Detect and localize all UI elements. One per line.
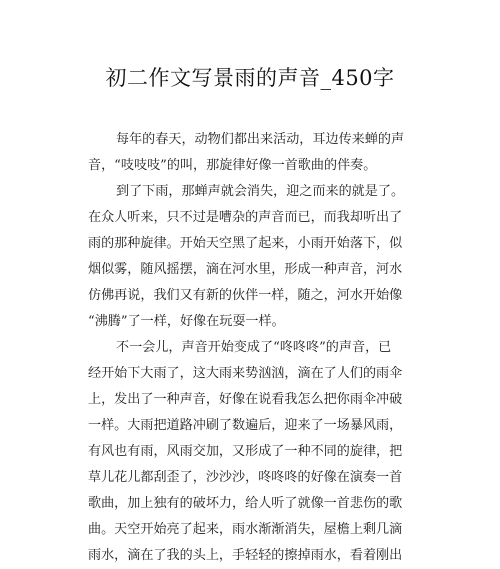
paragraph-line: 曲。天空开始亮了起来，雨水渐渐消失，屋檐上剩几滴	[88, 522, 403, 537]
paragraph-line: 草儿花儿都刮歪了，沙沙沙，咚咚咚的好像在演奏一首	[88, 470, 403, 485]
paragraph-line: 烟似雾，随风摇摆，滴在河水里，形成一种声音，河水	[88, 262, 403, 277]
paragraph-line: 一样。大雨把道路冲刷了数遍后，迎来了一场暴风雨，	[88, 418, 403, 433]
paragraph-line: 每年的春天，动物们都出来活动，耳边传来蝉的声	[116, 132, 405, 147]
paragraph-line: 歌曲，加上独有的破坏力，给人听了就像一首悲伤的歌	[88, 496, 403, 511]
paragraph-line: 雨的那种旋律。开始天空黑了起来，小雨开始落下，似	[88, 236, 403, 251]
article-body	[88, 127, 413, 569]
paragraph-line: 有风也有雨，风雨交加，又形成了一种不同的旋律，把	[88, 444, 403, 459]
paragraph-line: 到了下雨，那蝉声就会消失，迎之而来的就是了。	[116, 184, 405, 199]
article-title: 初二作文写景雨的声音_450字	[105, 66, 395, 90]
paragraph-line: 经开始下大雨了，这大雨来势汹汹，滴在了人们的雨伞	[88, 366, 403, 381]
paragraph-line: 雨水，滴在了我的头上，手轻轻的擦掉雨水，看着刚出	[88, 548, 403, 563]
paragraph-line: 仿佛再说，我们又有新的伙伴一样，随之，河水开始像	[88, 288, 403, 303]
paragraph-line: 上，发出了一种声音，好像在说看我怎么把你雨伞冲破	[88, 392, 403, 407]
paragraph-line: 在众人听来，只不过是嘈杂的声音而已，而我却听出了	[88, 210, 403, 225]
paragraph-line: “沸腾”了一样，好像在玩耍一样。	[88, 314, 285, 329]
paragraph-line: 不一会儿，声音开始变成了“咚咚咚”的声音，已	[116, 340, 392, 355]
paragraph-line: 音，“吱吱吱”的叫，那旋律好像一首歌曲的伴奏。	[88, 158, 377, 173]
